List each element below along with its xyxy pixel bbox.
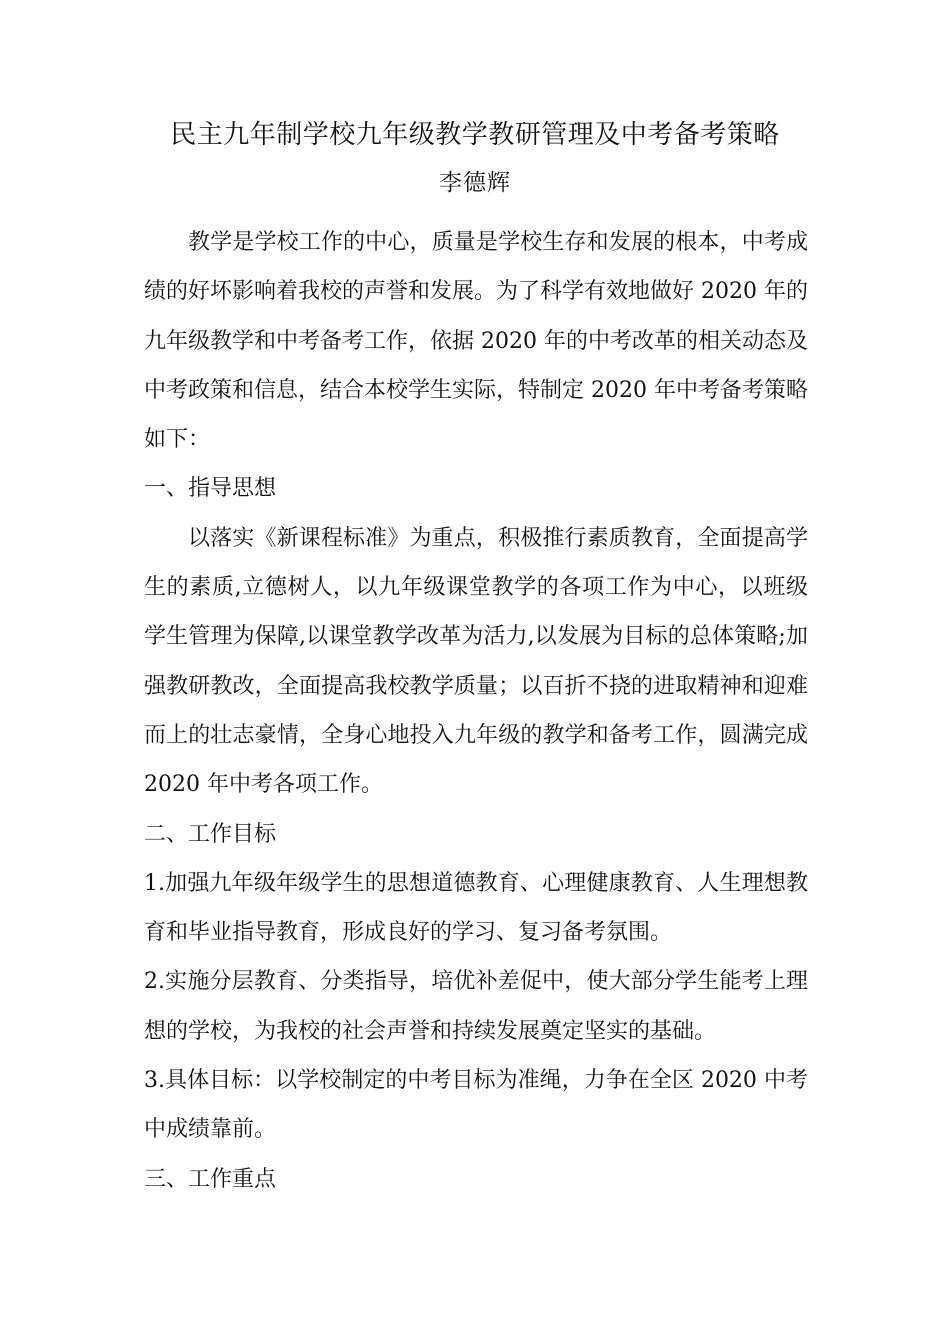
goal-item-1: 1.加强九年级年级学生的思想道德教育、心理健康教育、人生理想教育和毕业指导教育，形成良好的学习、复习备考氛围。 [144, 870, 808, 946]
guiding-ideology-paragraph: 以落实《新课程标准》为重点，积极推行素质教育，全面提高学生的素质,立德树人，以九年级课堂教学的各项工作为中心，以班级学生管理为保障,以课堂教学改革为活力,以发展为目标的总体策略;加强教研教改，全面提高我校教学质量；以百折不挠的进取精神和迎难而上的壮志豪情，全身心地投入九年级的教学和备考工作，圆满完成 2020 年中考各项工作。 [144, 525, 808, 798]
document-author: 李德辉 [439, 170, 511, 196]
goal-item-2: 2.实施分层教育、分类指导，培优补差促中，使大部分学生能考上理想的学校，为我校的社会声誉和持续发展奠定坚实的基础。 [144, 969, 808, 1044]
goal-item-3: 3.具体目标：以学校制定的中考目标为准绳，力争在全区 2020 中考中成绩靠前。 [144, 1068, 808, 1143]
document-body [144, 218, 808, 1204]
section-heading-work-focus: 三、工作重点 [144, 1166, 277, 1192]
intro-paragraph: 教学是学校工作的中心，质量是学校生存和发展的根本，中考成绩的好坏影响着我校的声誉和发展。为了科学有效地做好 2020 年的九年级教学和中考备考工作，依据 2020 年的中考改革的相关动态及中考政策和信息，结合本校学生实际，特制定 2020 年中考备考策略如下： [144, 230, 808, 453]
section-heading-guiding-ideology: 一、指导思想 [144, 476, 277, 502]
section-heading-work-goals: 二、工作目标 [144, 821, 277, 847]
document-title: 民主九年制学校九年级教学教研管理及中考备考策略 [170, 120, 780, 150]
